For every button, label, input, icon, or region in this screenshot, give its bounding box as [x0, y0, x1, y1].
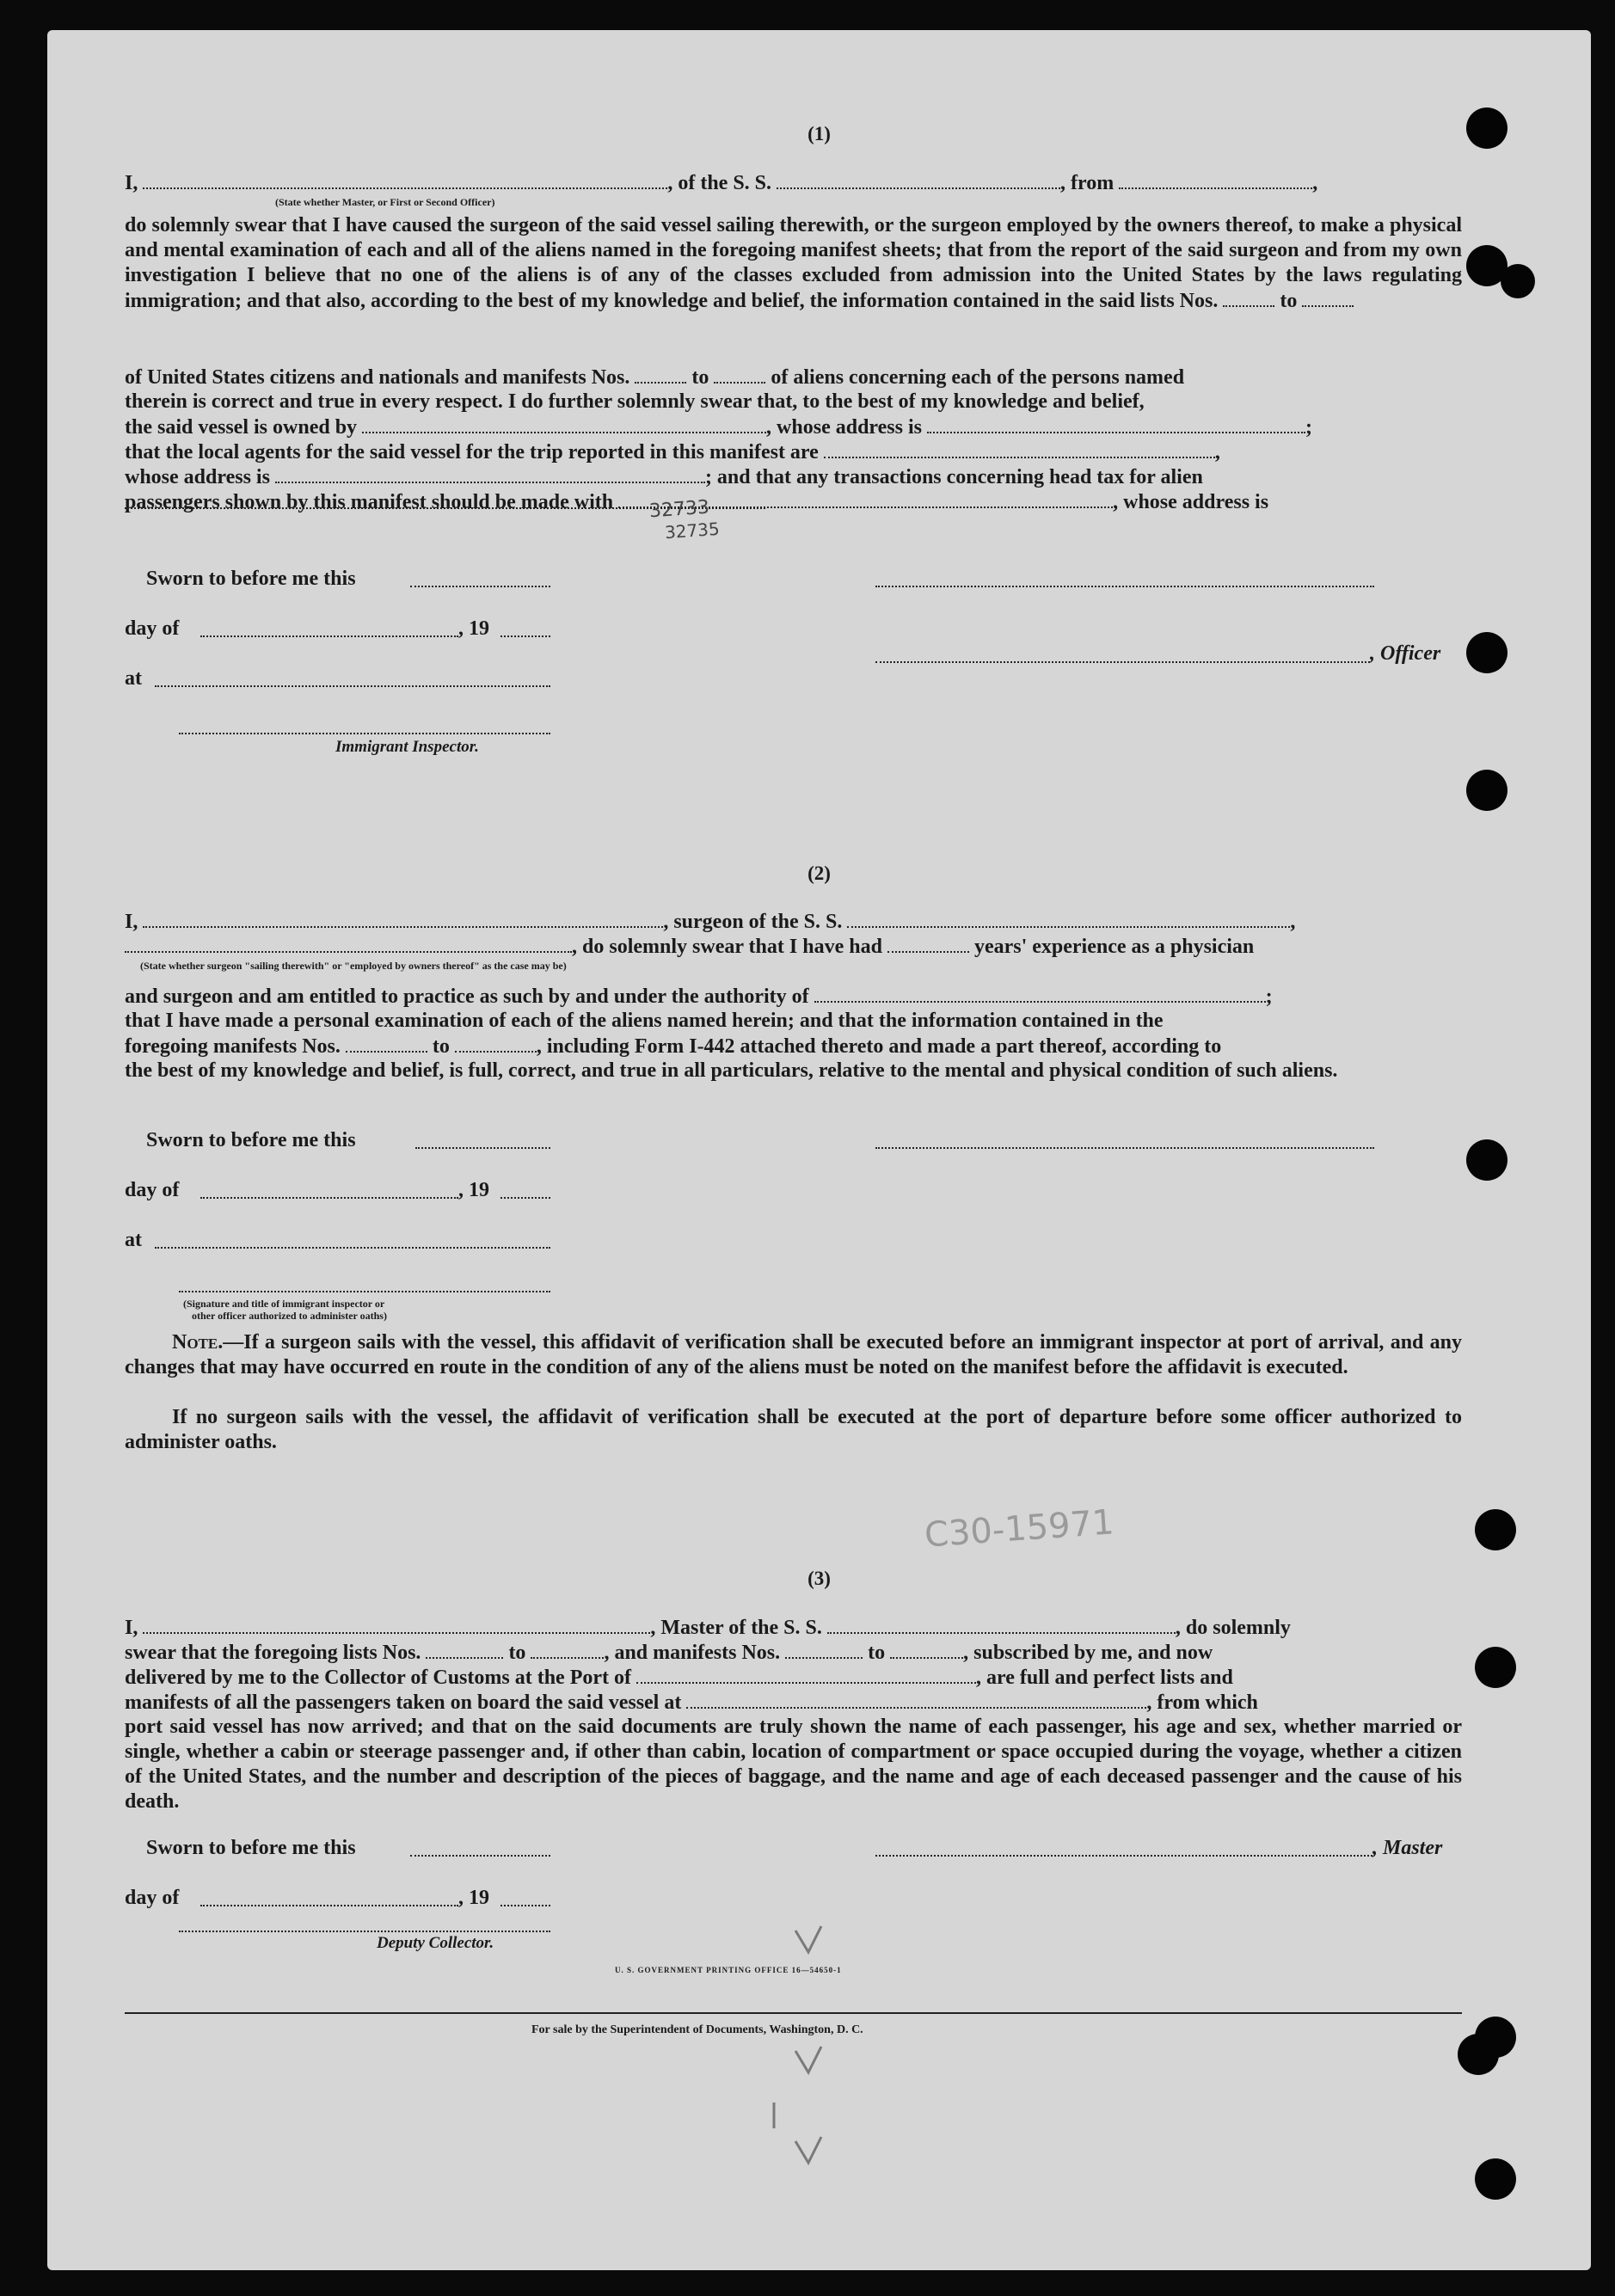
handwritten-stamp-1: 32733 [648, 496, 710, 523]
owner-field[interactable] [362, 414, 766, 433]
witness-note-2: other officer authorized to administer oaths) [192, 1310, 387, 1322]
at-field-1[interactable] [155, 685, 550, 687]
inspector-label: Immigrant Inspector. [335, 738, 479, 756]
month-field-1[interactable] [200, 635, 458, 637]
day-of-label-1: day of [125, 617, 180, 640]
form-page [47, 30, 1591, 2270]
section-1-number: (1) [808, 123, 831, 144]
manifests-from-field-2[interactable] [346, 1034, 427, 1053]
solemnly-label: , do solemnly [1175, 1617, 1291, 1639]
aliens-label: of aliens concerning each of the persons named [771, 366, 1185, 389]
punch-hole [1458, 2034, 1499, 2075]
punch-hole [1466, 107, 1508, 149]
year-field-3[interactable] [500, 1905, 550, 1906]
i-label: I, [125, 172, 138, 194]
section-2-number: (2) [808, 863, 831, 884]
year-label-1: , 19 [458, 617, 489, 640]
agent-address-line [125, 464, 1462, 490]
to-label: to [432, 1035, 450, 1058]
surgeon-status-note: (State whether surgeon "sailing therewith" or "employed by owners thereof" as the case may be) [140, 960, 567, 972]
surgeon-vessel-field[interactable] [847, 909, 1290, 928]
witness-note-1: (Signature and title of immigrant inspector or [183, 1298, 385, 1310]
officer-note: (State whether Master, or First or Second Officer) [275, 196, 495, 208]
section-2-closing: the best of my knowledge and belief, is full, correct, and true in all particulars, relative to the mental and physical condition of such aliens. [125, 1059, 1338, 1082]
subscribed-label: , subscribed by me, and now [963, 1642, 1213, 1664]
officer-label: , Officer [1370, 642, 1441, 665]
agents-line: that the local agents for the said vessel for the trip reported in this manifest are , [125, 441, 1220, 463]
surgeon-line: I, , surgeon of the S. S. , [125, 911, 1296, 933]
punch-hole [1475, 1647, 1516, 1688]
sworn-date-field-3[interactable] [410, 1855, 550, 1857]
punch-hole [1475, 1509, 1516, 1550]
surgeon-status-field[interactable] [125, 934, 572, 953]
month-field-2[interactable] [200, 1197, 458, 1199]
authority-field[interactable] [814, 984, 1266, 1003]
lists-from-field-3[interactable] [426, 1640, 503, 1659]
from-label: , from [1060, 172, 1115, 194]
section-1-body [125, 213, 1462, 365]
whose-address-label: whose address is [125, 466, 270, 488]
authority-line: and surgeon and am entitled to practice as such by and under the authority of ; [125, 985, 1273, 1008]
officer-title-field[interactable] [875, 661, 1370, 663]
authority-label: and surgeon and am entitled to practice as such by and under the authority of [125, 985, 809, 1008]
gpo-imprint: U. S. GOVERNMENT PRINTING OFFICE 16—54650-1 [615, 1966, 842, 1974]
day-of-label-3: day of [125, 1887, 180, 1909]
deputy-signature-field[interactable] [179, 1931, 550, 1932]
years-field[interactable] [887, 934, 969, 953]
deputy-label: Deputy Collector. [377, 1934, 494, 1952]
manifests-all-label: manifests of all the passengers taken on board the said vessel at [125, 1691, 682, 1714]
agent-address-field[interactable] [275, 464, 705, 483]
lists-to-field-3[interactable] [531, 1640, 604, 1659]
master-label: , Master [1372, 1837, 1443, 1859]
day-of-label-2: day of [125, 1179, 180, 1201]
citizens-line [125, 365, 1462, 390]
at-label-2: at [125, 1229, 142, 1251]
owned-by-label: the said vessel is owned by [125, 416, 358, 439]
foregoing-label: foregoing manifests Nos. [125, 1035, 341, 1058]
foregoing-line [125, 1034, 1462, 1059]
section-1-first-line [125, 170, 1462, 196]
verification-note-2: If no surgeon sails with the vessel, the affidavit of verification shall be executed at the port of departure before some officer authorized to administer oaths. [125, 1406, 1462, 1453]
manifests-to-field-2[interactable] [455, 1034, 537, 1053]
sale-notice: For sale by the Superintendent of Documents, Washington, D. C. [531, 2023, 863, 2036]
at-field-2[interactable] [155, 1247, 550, 1249]
section-1-body-text: do solemnly swear that I have caused the surgeon of the said vessel sailing therewith, or the surgeon employed by the owners thereof, to make a physical and mental examination of each and all of the aliens named in the foregoing manifest sheets; that from the report of the said surgeon and from my own investigation I believe that no one of the aliens is of any of the classes excluded from admission into the United States by the laws regulating immigration; and that also, according to the best of my knowledge and belief, the information contained in the said lists Nos. [125, 214, 1462, 312]
owner-line: the said vessel is owned by , whose address is ; [125, 416, 1312, 439]
sworn-date-field-2[interactable] [415, 1147, 550, 1149]
from-which-label: , from which [1146, 1691, 1258, 1714]
vessel-name-field[interactable] [777, 170, 1060, 189]
manifests-from-field[interactable] [635, 365, 686, 384]
section-3-number: (3) [808, 1568, 831, 1589]
punch-hole [1501, 264, 1535, 298]
swear-label: , do solemnly swear that I have had [572, 936, 882, 958]
of-the-ss-label: , of the S. S. [667, 172, 772, 194]
owner-address-label: , whose address is [766, 416, 922, 439]
delivered-label: delivered by me to the Collector of Customs at the Port of [125, 1667, 631, 1689]
comma: , [1312, 172, 1318, 194]
to-label: to [1280, 290, 1298, 312]
note-text: —If a surgeon sails with the vessel, this affidavit of verification shall be executed before an immigrant inspector at port of arrival, and any changes that may have occurred en route in the condition of any of the aliens must be noted on the manifest before the affidavit is executed. [125, 1331, 1462, 1378]
surgeon-signature-field[interactable] [875, 1147, 1374, 1149]
sworn-label-2: Sworn to before me this [146, 1129, 356, 1151]
punch-hole [1466, 1139, 1508, 1181]
section-3-body: port said vessel has now arrived; and that on the said documents are truly shown the name of each passenger, his age and sex, whether married or single, whether a cabin or steerage passenger and, if other than cabin, location of compartment or space occupied during the voyage, whether a citizen of the United States, and the number and description of the pieces of baggage, and the name and age of each deceased passenger and the cause of his death. [125, 1716, 1462, 1813]
form-label: , including Form I-442 attached thereto and made a part thereof, according to [536, 1035, 1222, 1058]
handwritten-stamp-2: 32735 [664, 518, 721, 543]
punch-hole [1466, 632, 1508, 673]
agents-label: that the local agents for the said vessel for the trip reported in this manifest are [125, 441, 819, 463]
citizens-label: of United States citizens and nationals and manifests Nos. [125, 366, 630, 389]
sworn-date-field-1[interactable] [410, 586, 550, 587]
handwritten-marginal-number: C30-15971 [923, 1502, 1115, 1556]
experience-line [125, 934, 1462, 960]
examination-line: that I have made a personal examination of each of the aliens named herein; and that the information contained in the [125, 1010, 1164, 1032]
i-label: I, [125, 1617, 138, 1639]
at-label-1: at [125, 667, 142, 690]
witness-signature-field[interactable] [179, 1291, 550, 1292]
i-label: I, [125, 911, 138, 933]
and-manifests-label: , and manifests Nos. [604, 1642, 781, 1664]
pencil-check-marks [735, 1234, 950, 2180]
sworn-label-1: Sworn to before me this [146, 568, 356, 590]
swear-lists-label: swear that the foregoing lists Nos. [125, 1642, 421, 1664]
lists-from-field[interactable] [1223, 288, 1274, 307]
therein-line: therein is correct and true in every respect. I do further solemnly swear that, to the best of my knowledge and belief, [125, 390, 1145, 413]
surgeon-name-field[interactable] [143, 909, 663, 928]
month-field-3[interactable] [200, 1905, 458, 1906]
note-label: Note. [172, 1331, 224, 1354]
master-name-field[interactable] [143, 1615, 650, 1634]
owner-address-field[interactable] [927, 414, 1305, 433]
experience-label: years' experience as a physician [973, 936, 1255, 958]
agents-field[interactable] [824, 439, 1215, 458]
officer-signature-field[interactable] [875, 586, 1374, 587]
punch-hole [1475, 2158, 1516, 2200]
inspector-signature-field[interactable] [179, 733, 550, 734]
surgeon-of-label: , surgeon of the S. S. [663, 911, 843, 933]
head-tax-address-label: , whose address is [1113, 491, 1269, 513]
year-label-3: , 19 [458, 1887, 489, 1909]
from-port-field[interactable] [1119, 170, 1312, 189]
head-tax-label: ; and that any transactions concerning head tax for alien [704, 466, 1203, 488]
to-label: to [691, 366, 709, 389]
sworn-label-3: Sworn to before me this [146, 1837, 356, 1859]
punch-hole [1466, 770, 1508, 811]
year-field-1[interactable] [500, 635, 550, 637]
year-field-2[interactable] [500, 1197, 550, 1199]
passengers-label: passengers shown by this manifest should be made with [125, 491, 614, 513]
passengers-line [125, 489, 1462, 515]
officer-name-field[interactable] [143, 170, 667, 189]
master-of-label: , Master of the S. S. [650, 1617, 822, 1639]
year-label-2: , 19 [458, 1179, 489, 1201]
to-label: to [868, 1642, 886, 1664]
full-perfect-label: , are full and perfect lists and [975, 1667, 1233, 1689]
manifests-to-field[interactable] [714, 365, 765, 384]
lists-to-field[interactable] [1302, 288, 1354, 307]
to-label: to [508, 1642, 526, 1664]
